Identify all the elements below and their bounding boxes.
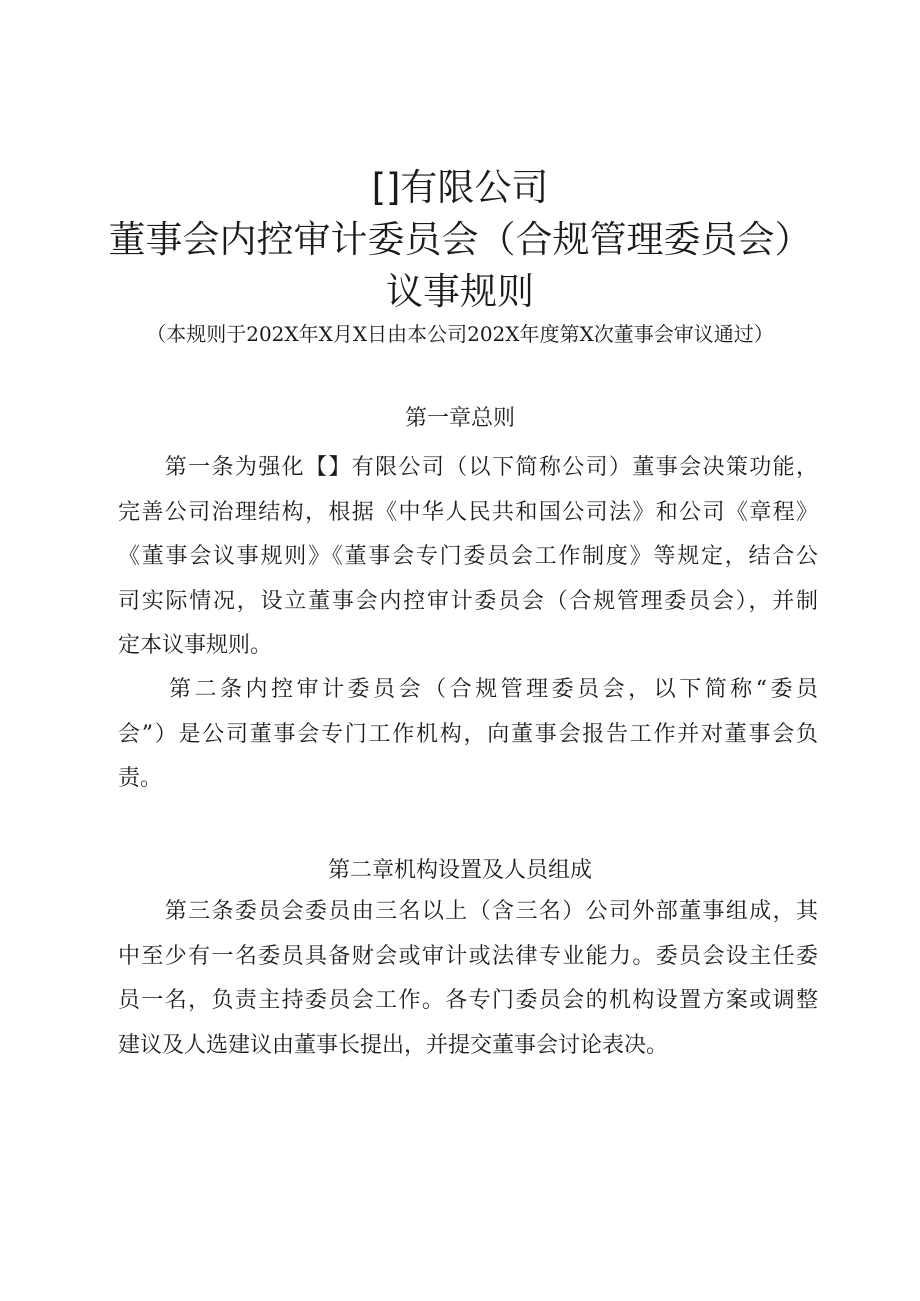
article-line: 会”）是公司董事会专门工作机构，向董事会报告工作并对董事会负 xyxy=(118,721,818,747)
article-line: 《董事会议事规则》《董事会专门委员会工作制度》等规定，结合公 xyxy=(118,544,818,569)
article-2 xyxy=(118,668,818,802)
article-line: 定本议事规则。 xyxy=(118,633,273,658)
article-line: 员一名，负责主持委员会工作。各专门委员会的机构设置方案或调整 xyxy=(118,988,818,1013)
article-line: 建议及人选建议由董事长提出，并提交董事会讨论表决。 xyxy=(118,1032,669,1058)
article-line: 第一条为强化【】有限公司（以下简称公司）董事会决策功能， xyxy=(118,455,818,480)
article-line: 完善公司治理结构，根据《中华人民共和国公司法》和公司《章程》 xyxy=(118,499,818,525)
article-line: 责。 xyxy=(118,766,163,791)
chapter-1-title: 第一章总则 xyxy=(404,406,515,431)
approval-note: （本规则于202X年X月X日由本公司202X年度第X次董事会审议通过） xyxy=(146,322,774,346)
article-line: 第二条内控审计委员会（合规管理委员会，以下简称“委员 xyxy=(118,677,818,702)
article-3 xyxy=(118,890,818,1068)
article-line: 中至少有一名委员具备财会或审计或法律专业能力。委员会设主任委 xyxy=(118,943,818,969)
article-line: 司实际情况，设立董事会内控审计委员会（合规管理委员会），并制 xyxy=(118,588,818,614)
title-committee: 董事会内控审计委员会（合规管理委员会） xyxy=(108,218,812,261)
article-line: 第三条委员会委员由三名以上（含三名）公司外部董事组成，其 xyxy=(118,899,818,924)
article-1 xyxy=(118,446,818,669)
chapter-2-title: 第二章机构设置及人员组成 xyxy=(327,858,592,883)
title-doc-type: 议事规则 xyxy=(386,270,534,313)
title-company: []有限公司 xyxy=(371,166,549,209)
